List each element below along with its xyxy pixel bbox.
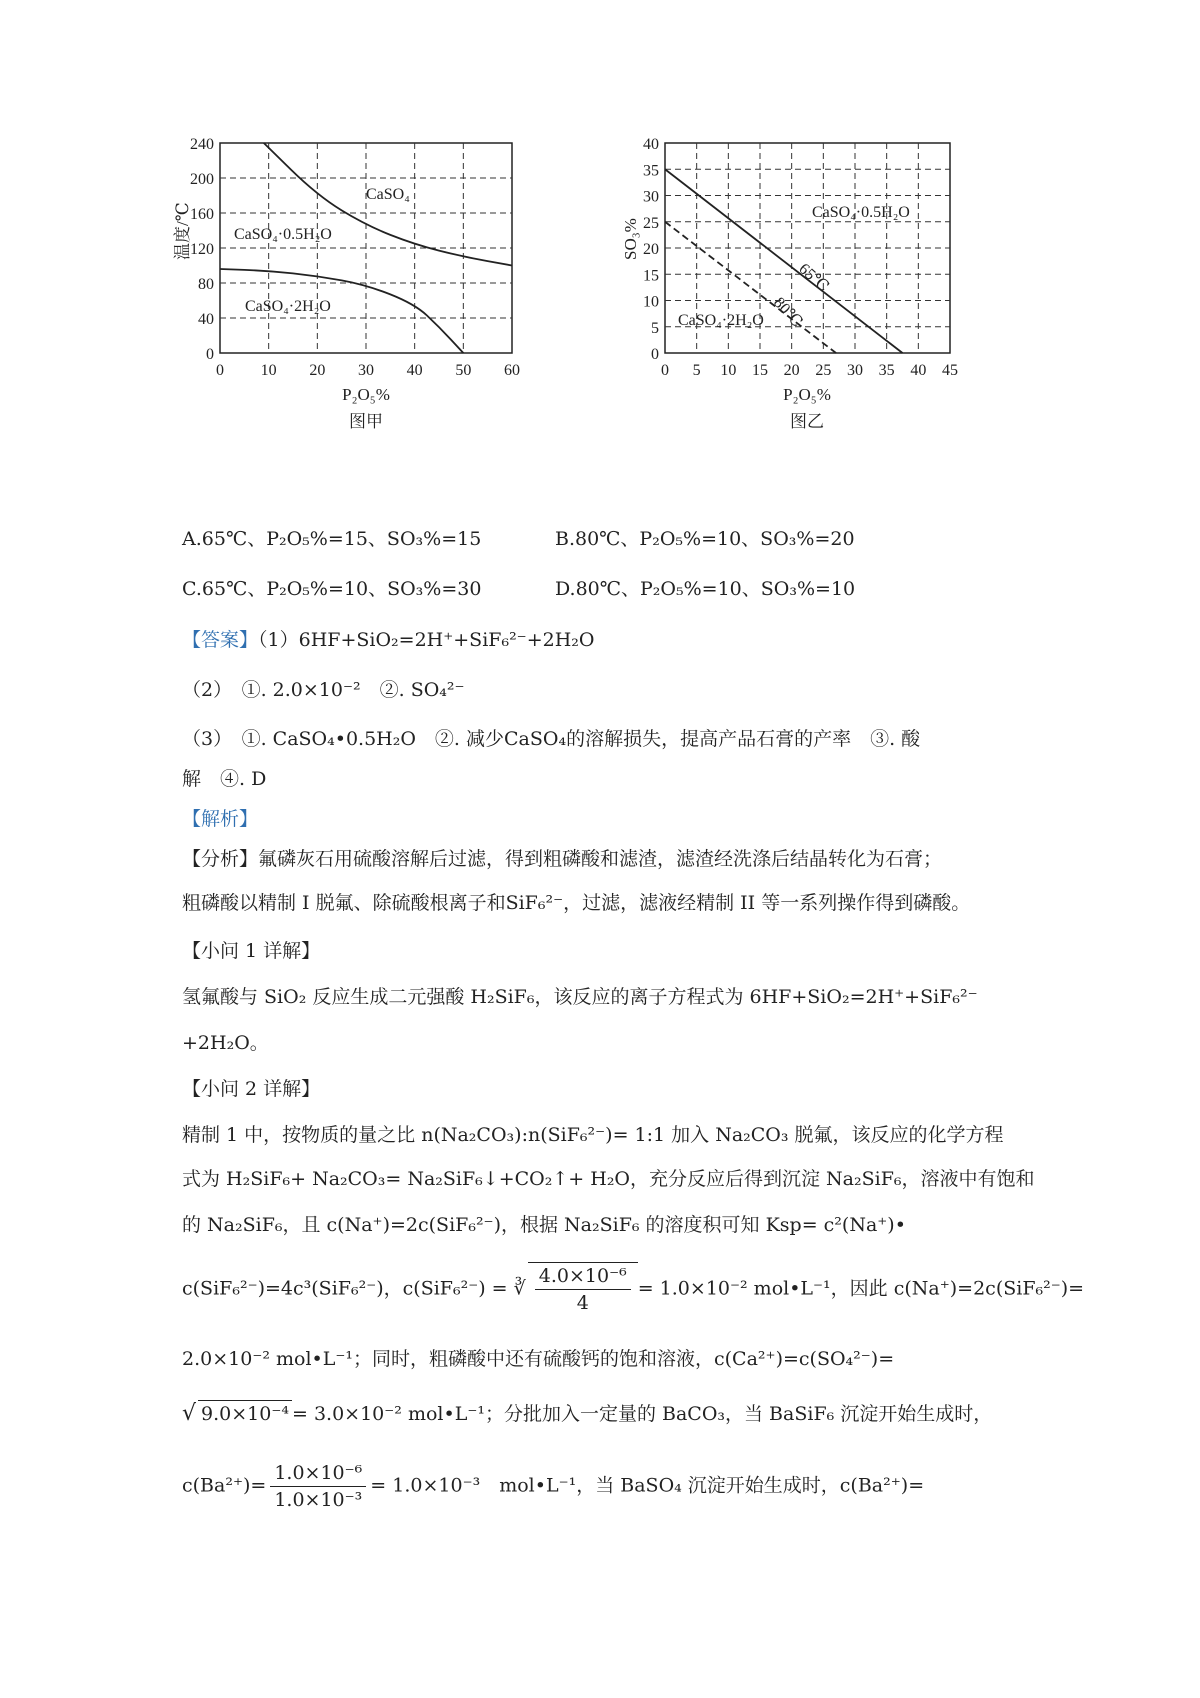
x-tick-label: 10 — [260, 362, 277, 379]
y-tick-label: 80 — [198, 276, 214, 293]
answer-q2: （2） ①. 2.0×10⁻² ②. SO₄²⁻ — [182, 679, 465, 701]
y-tick-label: 35 — [643, 162, 659, 180]
analysis-label: 【解析】 — [182, 808, 259, 830]
x-tick-label: 30 — [847, 362, 863, 379]
sub2f-text: = 3.0×10⁻² mol•L⁻¹；分批加入一定量的 BaCO₃，当 BaSiF₆ 沉淀开始生成时， — [292, 1403, 993, 1425]
sub2g-text-2: = 1.0×10⁻³ mol•L⁻¹，当 BaSO₄ 沉淀开始生成时，c(Ba²⁺)= — [370, 1474, 925, 1497]
y-tick-label: 5 — [651, 319, 659, 337]
x-tick-label: 20 — [309, 362, 326, 379]
right-curve-65: 65℃ — [795, 260, 832, 296]
x-tick-label: 60 — [504, 362, 520, 379]
analysis-sub2e: 2.0×10⁻² mol•L⁻¹；同时，粗磷酸中还有硫酸钙的饱和溶液，c(Ca²⁺)=c(SO₄²⁻)= — [182, 1348, 895, 1370]
right-xlabel: P₂O₅% — [783, 385, 831, 404]
analysis-para1b: 粗磷酸以精制 I 脱氟、除硫酸根离子和SiF₆²⁻，过滤，滤液经精制 II 等一系列操作得到磷酸。 — [182, 892, 971, 914]
analysis-sub2g — [182, 1460, 924, 1513]
right-region-dihydrate: CaSO₄·2H₂O — [678, 312, 764, 329]
x-tick-label: 25 — [815, 362, 832, 379]
analysis-sub2-heading: 【小问 2 详解】 — [182, 1078, 321, 1100]
y-tick-label: 240 — [190, 136, 214, 153]
y-tick-label: 160 — [190, 206, 214, 223]
sub2d-text-1: c(SiF₆²⁻)=4c³(SiF₆²⁻)，c(SiF₆²⁻) = ∛ — [182, 1277, 526, 1300]
analysis-sub1-heading: 【小问 1 详解】 — [182, 940, 321, 962]
answer-q1: （1）6HF+SiO₂=2H⁺+SiF₆²⁻+2H₂O — [258, 629, 595, 651]
y-tick-label: 20 — [643, 241, 659, 258]
x-tick-label: 40 — [910, 362, 927, 379]
left-region-hemihydrate: CaSO₄·0.5H₂O — [234, 226, 332, 243]
x-tick-label: 0 — [661, 362, 669, 379]
series-line-1 — [665, 222, 836, 353]
option-c: C.65℃、P₂O₅%=10、SO₃%=30 — [182, 578, 482, 600]
left-xlabel: P₂O₅% — [342, 385, 390, 404]
sub2d-denominator: 4 — [576, 1292, 589, 1314]
chart-right — [620, 135, 1040, 475]
right-region-hemihydrate: CaSO₄·0.5H₂O — [812, 204, 910, 221]
answer-label: 【答案】 — [182, 629, 259, 651]
y-tick-label: 25 — [643, 214, 659, 232]
x-tick-label: 50 — [455, 362, 472, 379]
y-tick-label: 15 — [643, 267, 659, 285]
option-a: A.65℃、P₂O₅%=15、SO₃%=15 — [182, 528, 482, 550]
analysis-sub2b: 式为 H₂SiF₆+ Na₂CO₃= Na₂SiF₆↓+CO₂↑+ H₂O，充分反应后得到沉淀 Na₂SiF₆，溶液中有饱和 — [182, 1168, 1035, 1190]
x-tick-label: 45 — [942, 362, 958, 379]
left-region-dihydrate: CaSO₄·2H₂O — [245, 298, 331, 315]
analysis-sub2a: 精制 1 中，按物质的量之比 n(Na₂CO₃):n(SiF₆²⁻)= 1:1 加入 Na₂CO₃ 脱氟，该反应的化学方程 — [182, 1124, 1004, 1146]
answer-line-1 — [182, 627, 595, 653]
analysis-para1a: 【分析】氟磷灰石用硫酸溶解后过滤，得到粗磷酸和滤渣，滤渣经洗涤后结晶转化为石膏； — [182, 848, 943, 870]
y-tick-label: 120 — [190, 241, 214, 258]
option-b: B.80℃、P₂O₅%=10、SO₃%=20 — [555, 528, 855, 550]
option-d: D.80℃、P₂O₅%=10、SO₃%=10 — [555, 578, 856, 600]
sub2d-text-2: = 1.0×10⁻² mol•L⁻¹，因此 c(Na⁺)=2c(SiF₆²⁻)= — [637, 1277, 1085, 1300]
x-tick-label: 10 — [720, 362, 737, 379]
left-caption: 图甲 — [349, 412, 383, 431]
right-curve-80: 80℃ — [770, 294, 806, 331]
series-line-0 — [264, 143, 512, 266]
y-tick-label: 0 — [206, 346, 214, 363]
left-region-caso4: CaSO₄ — [366, 186, 410, 203]
y-tick-label: 40 — [198, 311, 214, 328]
sub2f-radicand: 9.0×10⁻⁴ — [198, 1400, 292, 1427]
sub2g-numerator: 1.0×10⁻⁶ — [270, 1460, 366, 1487]
analysis-sub2c: 的 Na₂SiF₆，且 c(Na⁺)=2c(SiF₆²⁻)，根据 Na₂SiF₆ 的溶度积可知 Ksp= c²(Na⁺)• — [182, 1214, 906, 1236]
analysis-sub2f: √ 9.0×10⁻⁴ = 3.0×10⁻² mol•L⁻¹；分批加入一定量的 BaCO₃，当 BaSiF₆ 沉淀开始生成时， — [182, 1401, 993, 1426]
left-ylabel: 温度/℃ — [173, 202, 192, 260]
right-caption: 图乙 — [790, 412, 824, 431]
analysis-sub1a: 氢氟酸与 SiO₂ 反应生成二元强酸 H₂SiF₆，该反应的离子方程式为 6HF+SiO₂=2H⁺+SiF₆²⁻ — [182, 986, 978, 1008]
x-tick-label: 0 — [216, 362, 224, 379]
y-tick-label: 10 — [643, 293, 659, 311]
y-tick-label: 30 — [643, 188, 659, 206]
answer-q3b: 解 ④. D — [182, 768, 267, 790]
analysis-sub1b: +2H₂O。 — [182, 1032, 269, 1054]
x-tick-label: 5 — [692, 362, 701, 379]
chart-left — [170, 135, 590, 475]
x-tick-label: 35 — [878, 362, 895, 379]
right-ylabel: SO₃% — [621, 218, 640, 260]
x-tick-label: 15 — [752, 362, 768, 379]
y-tick-label: 0 — [651, 346, 659, 363]
x-tick-label: 20 — [783, 362, 800, 379]
sub2d-numerator: 4.0×10⁻⁶ — [535, 1263, 631, 1290]
y-tick-label: 200 — [190, 171, 214, 188]
x-tick-label: 40 — [406, 362, 423, 379]
sub2g-text-1: c(Ba²⁺)= — [182, 1474, 267, 1497]
y-tick-label: 40 — [643, 136, 659, 153]
x-tick-label: 30 — [358, 362, 374, 379]
sub2g-denominator: 1.0×10⁻³ — [274, 1489, 363, 1511]
analysis-sub2d — [182, 1262, 1084, 1316]
answer-q3a: （3） ①. CaSO₄•0.5H₂O ②. 减少CaSO₄的溶解损失，提高产品石膏的产率 ③. 酸 — [182, 728, 921, 750]
